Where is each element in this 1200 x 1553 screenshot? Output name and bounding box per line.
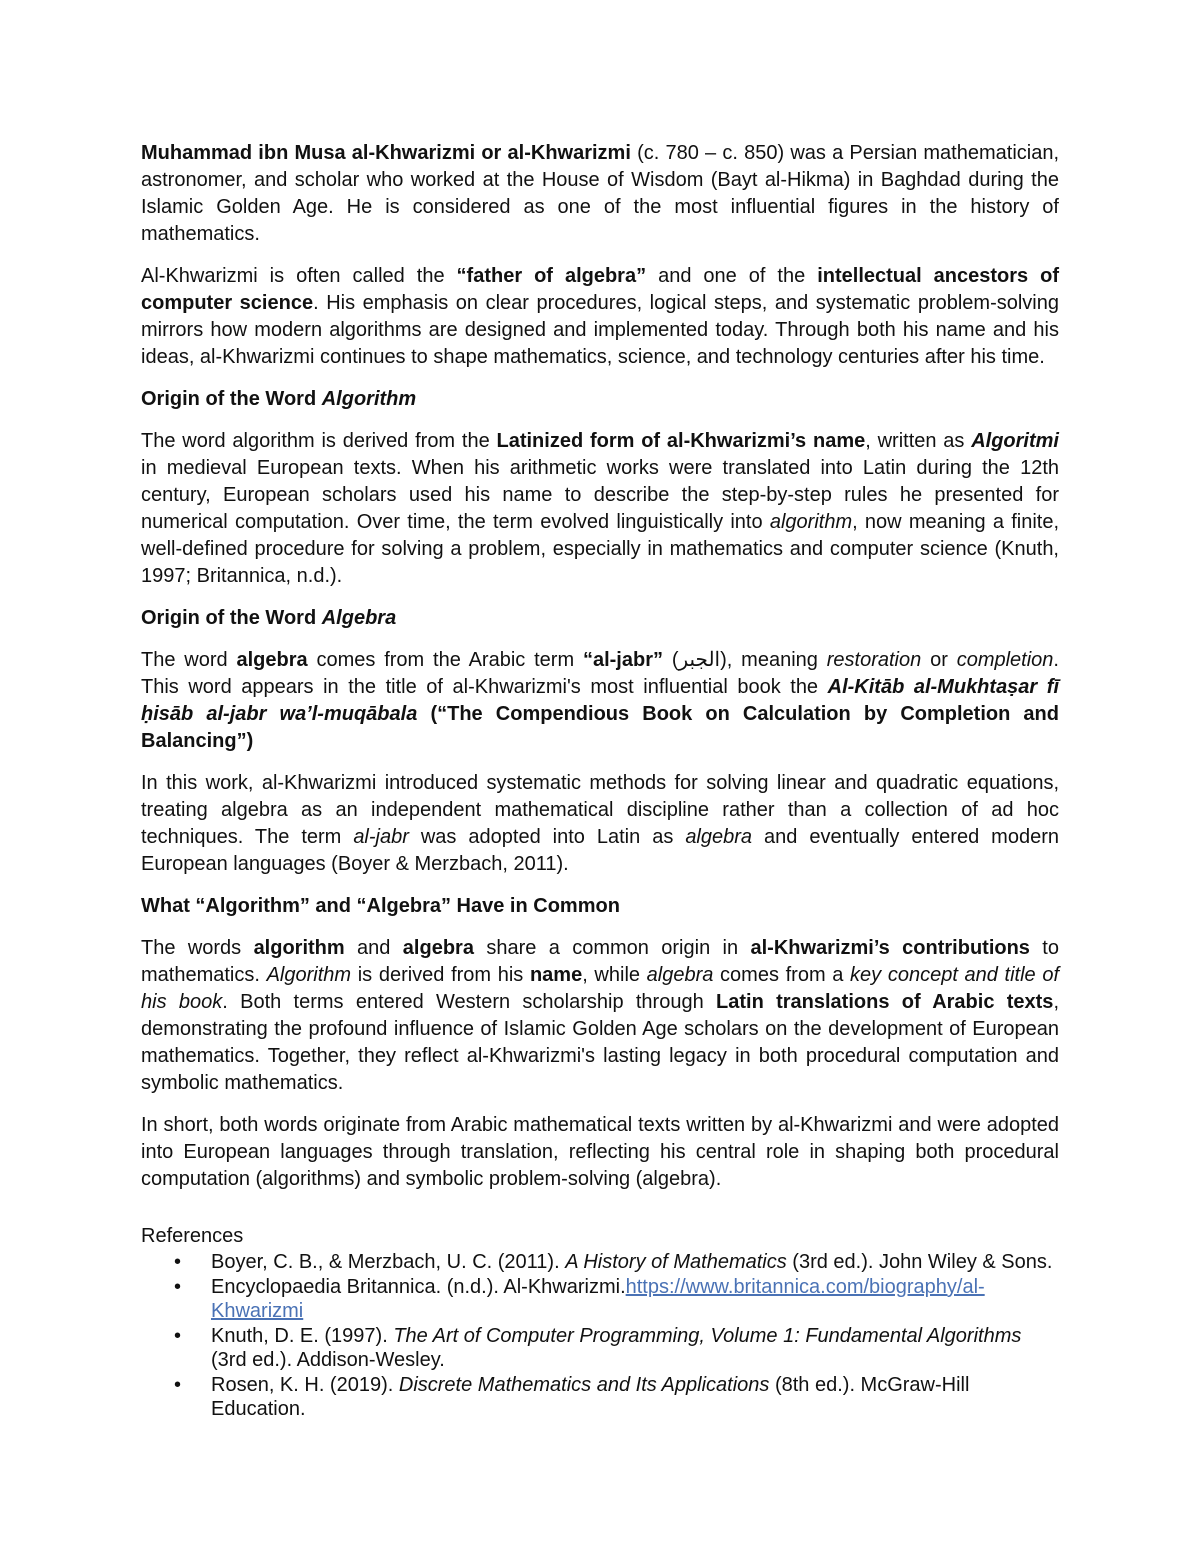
bullet-icon: •: [174, 1374, 182, 1396]
heading-origin-algebra: Origin of the Word Algebra: [141, 607, 397, 629]
algorithm-paragraph: The word algorithm is derived from the Latinized form of al-Khwarizmi’s name, written as Algoritmi in medieval European texts. When his arithmetic works were translated into Latin during the 12th century, European scholars used his name to describe the step-by-step rules he presented for numerical computation. Over time, the term evolved linguistically into algorithm, now meaning a finite, well-defined procedure for solving a problem, especially in mathematics and computer science (Knuth, 1997; Britannica, n.d.).: [141, 430, 1060, 587]
reference-item: • Knuth, D. E. (1997). The Art of Computer Programming, Volume 1: Fundamental Algorithms (3rd ed.). Addison-Wesley.: [174, 1325, 1022, 1371]
father-of-algebra-paragraph: Al-Khwarizmi is often called the “father of algebra” and one of the intellectual ancestors of computer science. His emphasis on clear procedures, logical steps, and systematic problem-solving mirrors how modern algorithms are designed and implemented today. Through both his name and his ideas, al-Khwarizmi continues to shape mathematics, science, and technology centuries after his time.: [141, 265, 1059, 368]
work-paragraph: In this work, al-Khwarizmi introduced systematic methods for solving linear and quadratic equations, treating algebra as an independent mathematical discipline rather than a collection of ad hoc techniques. The term al-jabr was adopted into Latin as algebra and eventually entered modern European languages (Boyer & Merzbach, 2011).: [141, 772, 1059, 875]
bullet-icon: •: [174, 1276, 182, 1298]
bullet-icon: •: [174, 1251, 182, 1273]
arabic-term: الجبر: [678, 649, 721, 671]
reference-item: • Rosen, K. H. (2019). Discrete Mathematics and Its Applications (8th ed.). McGraw-Hill Education.: [174, 1374, 970, 1420]
reference-item: • Boyer, C. B., & Merzbach, U. C. (2011). A History of Mathematics (3rd ed.). John Wiley & Sons.: [174, 1251, 1053, 1273]
reference-item: • Encyclopaedia Britannica. (n.d.). Al-Khwarizmi.https://www.britannica.com/biography/al-Khwarizmi: [174, 1276, 985, 1322]
algebra-paragraph: The word algebra comes from the Arabic term “al-jabr” (الجبر), meaning restoration or completion. This word appears in the title of al-Khwarizmi's most influential book the Al-Kitāb al-Mukhtaṣar fī ḥisāb al-jabr wa’l-muqābala (“The Compendious Book on Calculation by Completion and Balancing”): [141, 649, 1059, 752]
references-title: References: [141, 1225, 244, 1247]
references-section: [141, 1223, 1059, 1421]
common-paragraph: The words algorithm and algebra share a common origin in al-Khwarizmi’s contributions to mathematics. Algorithm is derived from his name, while algebra comes from a key concept and title of his book. Both terms entered Western scholarship through Latin translations of Arabic texts, demonstrating the profound influence of Islamic Golden Age scholars on the development of European mathematics. Together, they reflect al-Khwarizmi's lasting legacy in both procedural computation and symbolic mathematics.: [141, 937, 1060, 1094]
heading-common: What “Algorithm” and “Algebra” Have in Common: [141, 895, 620, 917]
book-title: Al-Kitāb al-Mukhtaṣar fī ḥisāb al-jabr wa’l-muqābala: [141, 676, 1059, 725]
bold-name: Muhammad ibn Musa al-Khwarizmi or al-Khwarizmi: [141, 142, 631, 164]
intro-paragraph: Muhammad ibn Musa al-Khwarizmi or al-Khwarizmi (c. 780 – c. 850) was a Persian mathematician, astronomer, and scholar who worked at the House of Wisdom (Bayt al-Hikma) in Baghdad during the Islamic Golden Age. He is considered as one of the most influential figures in the history of mathematics.: [141, 142, 1060, 245]
heading-origin-algorithm: Origin of the Word Algorithm: [141, 388, 417, 410]
bullet-icon: •: [174, 1325, 182, 1347]
britannica-link[interactable]: https://www.britannica.com/biography/al-Khwarizmi: [211, 1276, 985, 1322]
summary-paragraph: In short, both words originate from Arabic mathematical texts written by al-Khwarizmi and were adopted into European languages through translation, reflecting his central role in shaping both procedural computation (algorithms) and symbolic problem-solving (algebra).: [141, 1114, 1059, 1190]
document-page: [141, 140, 1059, 1422]
references-list: [141, 1250, 1059, 1421]
